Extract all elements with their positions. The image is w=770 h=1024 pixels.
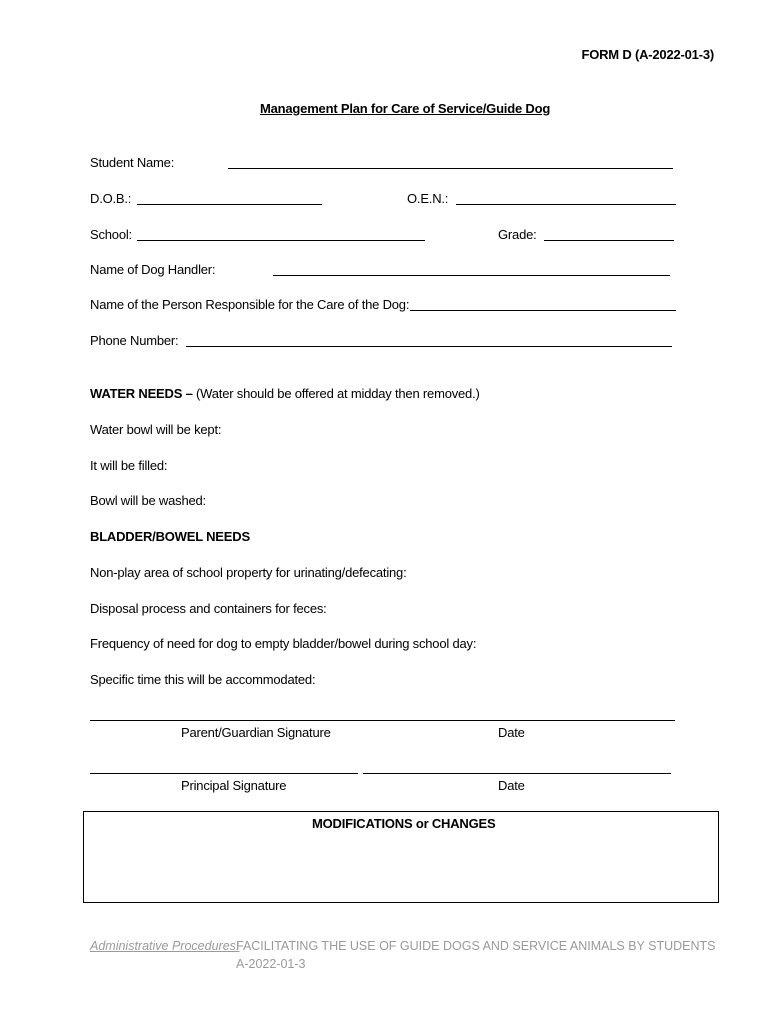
student-name-field[interactable] (228, 168, 673, 169)
school-field[interactable] (137, 240, 425, 241)
bladder-needs-heading: BLADDER/BOWEL NEEDS (90, 529, 250, 544)
grade-label: Grade: (498, 227, 537, 242)
bladder-item-time: Specific time this will be accommodated: (90, 672, 316, 687)
oen-field[interactable] (456, 204, 676, 205)
water-needs-note: (Water should be offered at midday then removed.) (196, 386, 480, 401)
principal-date-line[interactable] (363, 773, 671, 774)
person-responsible-label: Name of the Person Responsible for the Care of the Dog: (90, 297, 410, 312)
bladder-item-disposal: Disposal process and containers for feces: (90, 601, 327, 616)
modifications-box[interactable] (83, 811, 719, 903)
water-item-filled: It will be filled: (90, 458, 168, 473)
principal-signature-line[interactable] (90, 773, 358, 774)
parent-date-label: Date (498, 725, 525, 740)
school-label: School: (90, 227, 132, 242)
modifications-heading: MODIFICATIONS or CHANGES (312, 816, 496, 831)
parent-signature-label: Parent/Guardian Signature (181, 725, 331, 740)
phone-label: Phone Number: (90, 333, 179, 348)
form-id: FORM D (A-2022-01-3) (581, 47, 714, 62)
oen-label: O.E.N.: (407, 191, 449, 206)
dog-handler-label: Name of Dog Handler: (90, 262, 216, 277)
footer-text: FACILITATING THE USE OF GUIDE DOGS AND SERVICE ANIMALS BY STUDENTS (236, 939, 716, 953)
phone-field[interactable] (186, 346, 672, 347)
person-responsible-field[interactable] (410, 310, 676, 311)
student-name-label: Student Name: (90, 155, 175, 170)
bladder-item-frequency: Frequency of need for dog to empty bladder/bowel during school day: (90, 636, 477, 651)
footer-code: A-2022-01-3 (236, 957, 306, 971)
grade-field[interactable] (544, 240, 674, 241)
bladder-item-area: Non-play area of school property for urinating/defecating: (90, 565, 407, 580)
dob-label: D.O.B.: (90, 191, 132, 206)
page-title: Management Plan for Care of Service/Guide Dog (260, 101, 551, 116)
dog-handler-field[interactable] (273, 275, 670, 276)
principal-date-label: Date (498, 778, 525, 793)
water-needs-heading: WATER NEEDS – (90, 386, 193, 401)
water-item-washed: Bowl will be washed: (90, 493, 206, 508)
water-needs-section (90, 386, 480, 401)
dob-field[interactable] (137, 204, 322, 205)
water-item-kept: Water bowl will be kept: (90, 422, 222, 437)
principal-signature-label: Principal Signature (181, 778, 287, 793)
parent-signature-line[interactable] (90, 720, 675, 721)
footer-label: Administrative Procedures: (90, 939, 240, 953)
